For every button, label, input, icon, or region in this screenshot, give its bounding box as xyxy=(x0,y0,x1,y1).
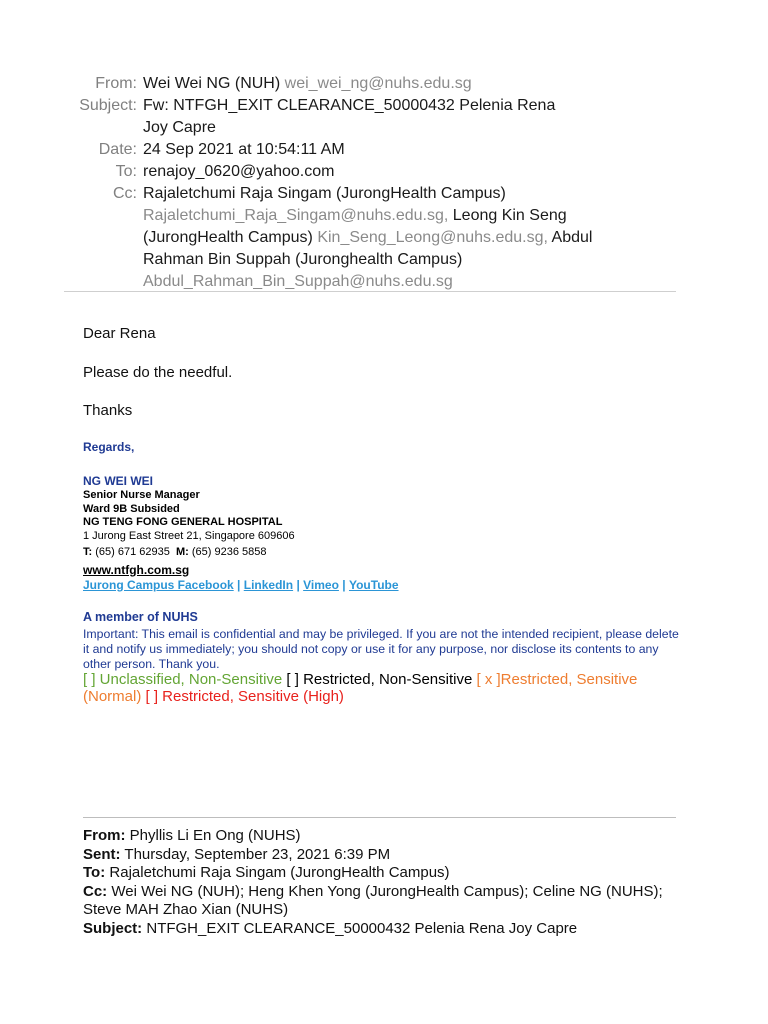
classification-unclassified: [ ] Unclassified, Non-Sensitive xyxy=(83,671,283,688)
cc-recipient-email[interactable]: Rajaletchumi_Raja_Singam@nuhs.edu.sg, xyxy=(143,207,449,224)
message-header xyxy=(0,73,768,293)
social-links: Jurong Campus Facebook | LinkedIn | Vimeo | YouTube xyxy=(83,577,399,592)
fwd-cc-value: Wei Wei NG (NUH); Heng Khen Yong (JurongHealth Campus); Celine NG (NUHS); Steve MAH Zhao Xian (NUHS) xyxy=(83,882,663,919)
signature-phones xyxy=(83,546,399,560)
recipient-email[interactable]: renajoy_0620@yahoo.com xyxy=(143,163,335,180)
fwd-sent-value: Thursday, September 23, 2021 6:39 PM xyxy=(124,845,391,863)
header-subject-row xyxy=(0,95,768,139)
tel-label: T: xyxy=(83,546,93,558)
fwd-sent-label: Sent: xyxy=(83,845,121,863)
forward-divider xyxy=(83,817,676,818)
fwd-to-label: To: xyxy=(83,864,106,882)
fwd-subject-value: NTFGH_EXIT CLEARANCE_50000432 Pelenia Rena Joy Capre xyxy=(146,919,578,937)
fwd-from-value: Phyllis Li En Ong (NUHS) xyxy=(129,827,301,844)
tel-value: (65) 671 62935 xyxy=(95,546,170,558)
header-date-row xyxy=(0,139,768,161)
mobile-value: (65) 9236 5858 xyxy=(191,546,267,558)
cc-recipient-email[interactable]: Abdul_Rahman_Bin_Suppah@nuhs.edu.sg xyxy=(143,273,453,290)
fwd-subject-row xyxy=(83,920,683,939)
to-label: To: xyxy=(115,163,137,180)
fwd-to-value: Rajaletchumi Raja Singam (JurongHealth Campus) xyxy=(109,864,450,882)
sender-name[interactable]: Wei Wei NG (NUH) xyxy=(143,75,281,92)
greeting: Dear Rena xyxy=(83,325,156,342)
fwd-sent-row xyxy=(83,846,683,865)
subject-line-1: Fw: NTFGH_EXIT CLEARANCE_50000432 Pelenia Rena xyxy=(143,97,556,114)
signature-ward: Ward 9B Subsided xyxy=(83,502,180,515)
cc-recipient-name[interactable]: Leong Kin Seng xyxy=(452,207,567,224)
fwd-from-row xyxy=(83,827,683,846)
fwd-cc-label: Cc: xyxy=(83,882,108,900)
signature-address: 1 Jurong East Street 21, Singapore 609606 xyxy=(83,529,295,542)
classification-restricted-high: [ ] Restricted, Sensitive (High) xyxy=(145,688,344,705)
signature-block xyxy=(83,474,399,593)
from-label: From: xyxy=(95,75,137,92)
header-from-row xyxy=(0,73,768,95)
linkedin-link[interactable]: LinkedIn xyxy=(243,577,294,592)
subject-label: Subject: xyxy=(79,97,137,114)
confidentiality-disclaimer: Important: This email is confidential and may be privileged. If you are not the intended recipient, please delete it and notify us immediately; you should not copy or use it for any purpose, nor disclose its contents to any other person. Thank you. xyxy=(83,627,679,671)
classification-restricted-normal: [ x ]Restricted, Sensitive (Normal) xyxy=(83,671,638,705)
cc-list xyxy=(143,183,643,293)
fwd-from-label: From: xyxy=(83,827,126,844)
fwd-cc-row xyxy=(83,883,683,920)
vimeo-link[interactable]: Vimeo xyxy=(303,577,339,592)
forwarded-message-header xyxy=(83,827,683,939)
signature-title: Senior Nurse Manager xyxy=(83,489,200,501)
fwd-subject-label: Subject: xyxy=(83,919,143,937)
sender-email[interactable]: wei_wei_ng@nuhs.edu.sg xyxy=(284,75,472,92)
date-value: 24 Sep 2021 at 10:54:11 AM xyxy=(143,141,345,158)
cc-recipient-name[interactable]: (JurongHealth Campus) xyxy=(143,229,313,246)
subject-line-2: Joy Capre xyxy=(143,119,216,136)
signature-name: NG WEI WEI xyxy=(83,474,153,488)
cc-recipient-name[interactable]: Abdul xyxy=(551,229,593,246)
date-label: Date: xyxy=(98,141,137,158)
header-divider xyxy=(64,291,676,292)
facebook-link[interactable]: Jurong Campus Facebook xyxy=(83,577,234,592)
fwd-to-row xyxy=(83,864,683,883)
header-to-row xyxy=(0,161,768,183)
classification-line xyxy=(83,671,643,705)
cc-recipient-email[interactable]: Kin_Seng_Leong@nuhs.edu.sg, xyxy=(317,229,548,246)
signature-hospital: NG TENG FONG GENERAL HOSPITAL xyxy=(83,516,283,528)
classification-restricted-non-sensitive: [ ] Restricted, Non-Sensitive xyxy=(286,671,473,688)
cc-recipient-name[interactable]: Rajaletchumi Raja Singam (JurongHealth Campus) xyxy=(143,185,506,202)
cc-label: Cc: xyxy=(113,185,137,202)
website-link[interactable]: www.ntfgh.com.sg xyxy=(83,562,190,577)
regards-line: Regards, xyxy=(83,440,135,454)
cc-recipient-name[interactable]: Rahman Bin Suppah (Juronghealth Campus) xyxy=(143,251,463,268)
thanks-line: Thanks xyxy=(83,402,133,419)
mobile-label: M: xyxy=(175,546,189,558)
subject-value xyxy=(143,95,643,139)
body-line: Please do the needful. xyxy=(83,364,233,381)
youtube-link[interactable]: YouTube xyxy=(348,577,399,592)
header-cc-row xyxy=(0,183,768,293)
member-of-nuhs: A member of NUHS xyxy=(83,610,198,624)
